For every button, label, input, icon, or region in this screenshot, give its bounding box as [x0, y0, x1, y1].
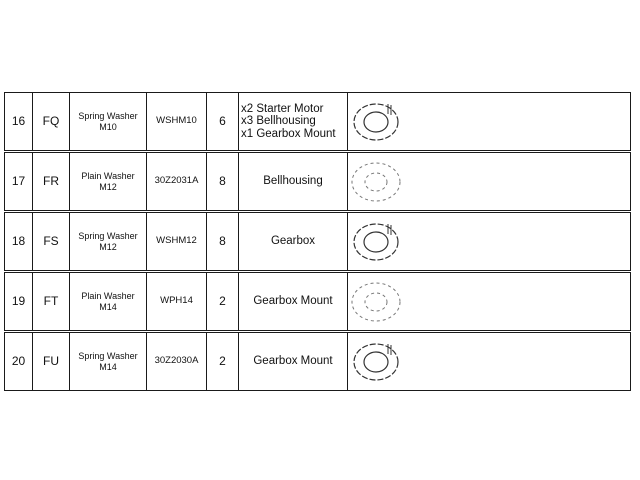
location: Bellhousing: [239, 152, 348, 212]
part-image: [348, 332, 631, 391]
spring-washer-icon: [348, 336, 410, 388]
item-description: [70, 212, 147, 272]
description-size: M10: [99, 121, 117, 132]
description-size: M14: [99, 361, 117, 372]
item-number: 20: [5, 332, 33, 391]
part-number: WPH14: [147, 272, 207, 332]
plain-washer-icon: [348, 156, 410, 208]
table-row: [5, 152, 631, 212]
quantity: 2: [207, 332, 239, 391]
table-row: [5, 272, 631, 332]
spring-washer-icon: [348, 216, 410, 268]
location: Gearbox Mount: [239, 272, 348, 332]
item-code: FU: [33, 332, 70, 391]
item-number: 16: [5, 93, 33, 152]
table-row: [5, 212, 631, 272]
location: [239, 93, 348, 152]
part-number: WSHM10: [147, 93, 207, 152]
location: Gearbox: [239, 212, 348, 272]
item-description: [70, 93, 147, 152]
table-row: [5, 93, 631, 152]
quantity: 6: [207, 93, 239, 152]
part-number: 30Z2030A: [147, 332, 207, 391]
part-image: [348, 272, 631, 332]
description-size: M12: [99, 181, 117, 192]
description-size: M14: [99, 301, 117, 312]
table-row: [5, 332, 631, 391]
spring-washer-icon: [348, 96, 410, 148]
description-line: Spring Washer: [78, 231, 138, 242]
item-code: FQ: [33, 93, 70, 152]
location-line: x3 Bellhousing: [241, 115, 316, 128]
quantity: 2: [207, 272, 239, 332]
item-code: FT: [33, 272, 70, 332]
description-size: M12: [99, 241, 117, 252]
item-code: FR: [33, 152, 70, 212]
description-line: Plain Washer: [81, 171, 135, 182]
location: Gearbox Mount: [239, 332, 348, 391]
item-code: FS: [33, 212, 70, 272]
item-number: 19: [5, 272, 33, 332]
location-line: x2 Starter Motor: [241, 102, 324, 115]
part-number: WSHM12: [147, 212, 207, 272]
description-line: Spring Washer: [78, 111, 138, 122]
description-line: Spring Washer: [78, 351, 138, 362]
item-number: 17: [5, 152, 33, 212]
location-line: x1 Gearbox Mount: [241, 127, 336, 140]
item-description: [70, 152, 147, 212]
parts-table: [4, 92, 631, 391]
item-description: [70, 272, 147, 332]
part-image: [348, 152, 631, 212]
part-number: 30Z2031A: [147, 152, 207, 212]
part-image: [348, 212, 631, 272]
description-line: Plain Washer: [81, 291, 135, 302]
part-image: [348, 93, 631, 152]
quantity: 8: [207, 212, 239, 272]
quantity: 8: [207, 152, 239, 212]
item-number: 18: [5, 212, 33, 272]
plain-washer-icon: [348, 276, 410, 328]
item-description: [70, 332, 147, 391]
